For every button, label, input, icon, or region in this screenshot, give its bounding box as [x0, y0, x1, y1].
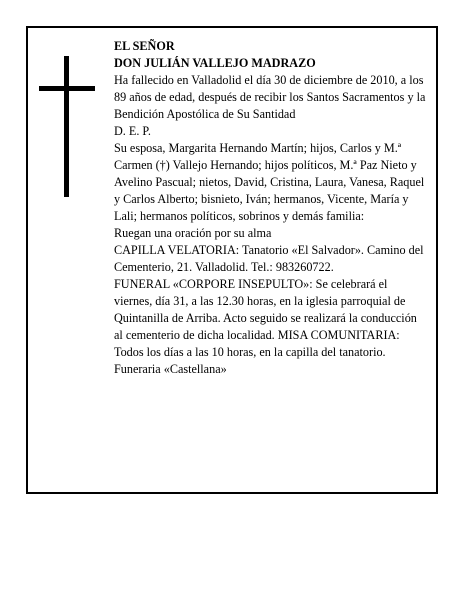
funeral-home-line: Funeraria «Castellana»: [114, 362, 227, 376]
funeral-paragraph: FUNERAL «CORPORE INSEPULTO»: Se celebrará el viernes, día 31, a las 12.30 horas, en la iglesia parroquial de Quintanilla de Arriba. Acto seguido se realizará la conducción al cementerio de dicha localidad. MISA COMUNITARIA: Todos los días a las 10 horas, en la capilla del tanatorio.: [114, 277, 417, 359]
title-line-1: EL SEÑOR: [114, 39, 175, 53]
cross-icon-crossbar: [39, 86, 95, 91]
family-paragraph: Su esposa, Margarita Hernando Martín; hijos, Carlos y M.ª Carmen (†) Vallejo Hernando; hijos políticos, M.ª Paz Nieto y Avelino Pascual; nietos, David, Cristina, Laura, Vanesa, Raquel y Carlos Alberto; bisnieto, Iván; hermanos, Vicente, María y Lali; hermanos políticos, sobrinos y demás familia:: [114, 141, 425, 223]
chapel-paragraph: CAPILLA VELATORIA: Tanatorio «El Salvador». Camino del Cementerio, 21. Valladolid. Tel.: 983260722.: [114, 243, 424, 274]
cross-icon: [64, 56, 69, 197]
dep-line: D. E. P.: [114, 124, 151, 138]
prayer-line: Ruegan una oración por su alma: [114, 226, 272, 240]
announcement-paragraph: Ha fallecido en Valladolid el día 30 de diciembre de 2010, a los 89 años de edad, después de recibir los Santos Sacramentos y la Bendición Apostólica de Su Santidad: [114, 73, 426, 121]
deceased-name: DON JULIÁN VALLEJO MADRAZO: [114, 56, 316, 70]
obituary-text: [114, 38, 426, 378]
